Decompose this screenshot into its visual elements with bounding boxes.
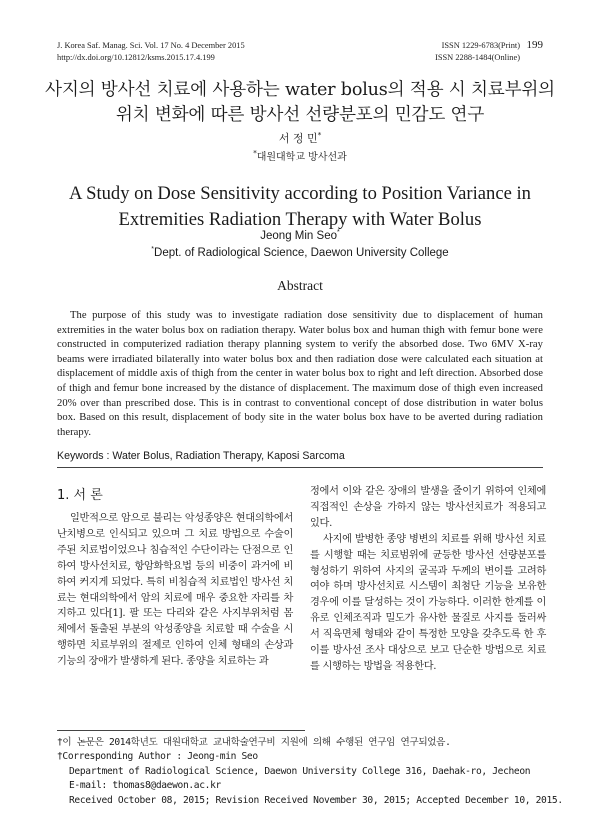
english-affiliation-mark: *	[151, 246, 155, 254]
korean-author-name: 서 정 민	[278, 132, 318, 145]
korean-affiliation	[0, 148, 600, 163]
issn-print: ISSN 1229-6783(Print)	[441, 41, 520, 50]
footnote-address: Department of Radiological Science, Daewon University College 316, Daehak-ro, Jecheon	[69, 765, 531, 777]
journal-header-line2	[57, 52, 543, 64]
korean-title	[30, 78, 570, 128]
journal-header-line1	[57, 40, 543, 52]
english-author-name: Jeong Min Seo	[260, 230, 337, 242]
abstract-heading: Abstract	[277, 278, 323, 293]
intro-right-column	[310, 484, 546, 675]
english-author	[0, 230, 600, 242]
footnote-email[interactable]: E-mail: thomas8@daewon.ac.kr	[69, 780, 221, 792]
footnotes	[57, 736, 563, 808]
section-heading-introduction: 1. 서 론	[57, 488, 103, 503]
footnote-funding: †이 논문은 2014학년도 대원대학교 교내학술연구비 지원에 의해 수행된 연구임 연구되었음.	[57, 737, 451, 748]
english-author-mark: *	[336, 229, 340, 237]
intro-paragraph-2: 사지에 발병한 종양 병변의 치료를 위해 방사선 치료를 시행할 때는 치료범위에 균등한 방사선 선량분포를 형성하기 위하여 사지의 굴곡과 두께의 변이를 고려하여야 하며 방사선치료 시스템이 최첨단 기능을 보유한 경우에 이를 달성하는 것이 가능하다. 이러한 한계를 이유로 인체조직과 밀도가 유사한 물질로 사지를 둘러싸서 직육면체 형태와 같이 특정한 모양을 갖추도록 한 후 이를 방사선 조사 대상으로 보고 단순한 방법으로 치료를 시행하는 방법을 적용한다.	[310, 533, 546, 672]
abstract-body: The purpose of this study was to investigate radiation dose sensitivity due to displacement of human extremities in the water bolus box on radiation therapy. Water bolus box and human thigh with femur bone were constructed in computerized radiation therapy planning system to verify the absorbed dose. Two 6MV X-ray beams were irradiated bilaterally into water bolus box and then radiation dose were calculated each situation at displacement of middle axis of thigh from the center in water bolus box to right and left direction. Absorbed dose of thigh and femur bone increased by the distance of displacement. The maximum dose of thigh even increased 20% over than prescribed dose. This is in contrast to conventional concept of dose distribution in water bolus box. Based on this result, displacement of body site in the water bolus box have to be averted during radiation therapy.	[57, 310, 543, 438]
doi-link[interactable]: http://dx.doi.org/10.12812/ksms.2015.17.4.199	[57, 53, 215, 62]
korean-author	[0, 130, 600, 146]
keywords: Keywords : Water Bolus, Radiation Therapy, Kaposi Sarcoma	[57, 450, 345, 462]
korean-affiliation-text: 대원대학교 방사선과	[256, 152, 347, 163]
korean-author-mark: *	[317, 131, 322, 140]
korean-title-line2: 위치 변화에 따른 방사선 선량분포의 민감도 연구	[115, 105, 485, 125]
footnote-received-dates: Received October 08, 2015; Revision Received November 30, 2015; Accepted December 10, 2015.	[69, 794, 563, 806]
footnote-corresponding-author: †Corresponding Author : Jeong-min Seo	[57, 751, 258, 763]
intro-left-column: 일반적으로 암으로 불리는 악성종양은 현대의학에서 난치병으로 인식되고 있으며 그 치료 방법으로 수술이 주된 치료법이었으나 침습적인 수단이라는 단점으로 인하여 방사선치료, 항암화학요법 등의 비중이 과거에 비하여 커지게 되었다. 특히 비침습적 치료법인 방사선 치료는 현대의학에서 암의 치료에 매우 중요한 자리를 차지하고 있다[1]. 팔 또는 다리와 같은 사지부위처럼 몸체에서 돌출된 부분의 악성종양을 치료할 때 수술을 시행하면 치료부위의 절제로 인하여 인체 형태의 손상과 기능의 장애가 발생하게 된다. 종양을 치료하는 과	[57, 513, 293, 668]
footnote-divider	[57, 730, 305, 731]
intro-paragraph-continued: 정에서 이와 같은 장애의 발생을 줄이기 위하여 인체에 직접적인 손상을 가하지 않는 방사선치료가 적용되고 있다.	[310, 486, 546, 529]
english-title-line1: A Study on Dose Sensitivity according to Position Variance in	[69, 183, 531, 204]
korean-title-line1: 사지의 방사선 치료에 사용하는 water bolus의 적용 시 치료부위의	[45, 80, 555, 100]
issn-online: ISSN 2288-1484(Online)	[435, 53, 520, 62]
journal-citation: J. Korea Saf. Manag. Sci. Vol. 17 No. 4 December 2015	[57, 41, 245, 50]
abstract-divider	[57, 467, 543, 468]
page-number: 199	[526, 39, 543, 51]
english-affiliation	[0, 247, 600, 259]
korean-affiliation-mark: *	[253, 149, 257, 158]
english-affiliation-text: Dept. of Radiological Science, Daewon University College	[154, 247, 449, 259]
english-title-line2: Extremities Radiation Therapy with Water Bolus	[118, 209, 482, 230]
english-title	[30, 181, 570, 233]
